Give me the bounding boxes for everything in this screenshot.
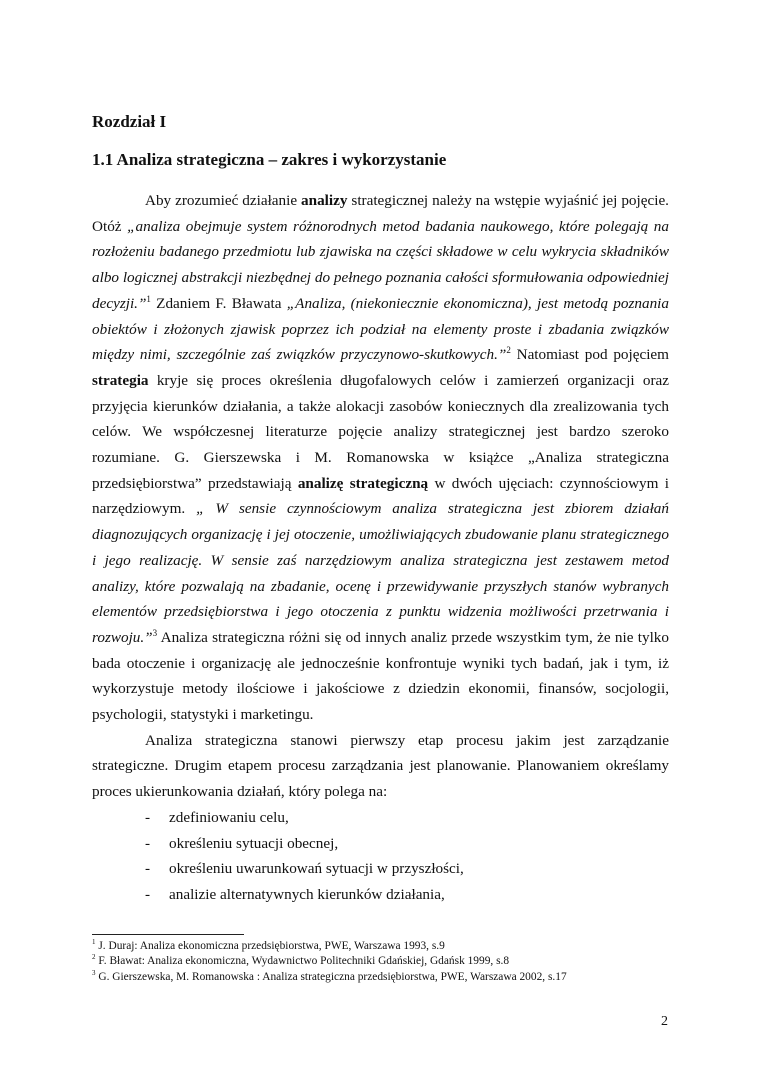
bold-term-analiza-strategiczna: analizę strategiczną bbox=[297, 474, 429, 492]
text-run: w dwóch ujęciach: czynnościowym i narzędziowym. bbox=[92, 474, 669, 518]
text-run: Zdaniem F. Bławata bbox=[150, 294, 287, 312]
footnote-3 bbox=[92, 970, 692, 985]
footnote-ref-1: 1 bbox=[146, 293, 151, 304]
text-run: Analiza strategiczna różni się od innych analiz przede wszystkim tym, że nie tylko bada otoczenie i organizację ale jednocześnie konfrontuje wyniki tych badań, jak i tym, iż wykorzystuje metody ilościowe i jakościowe z dziedzin ekonomii, finansów, socjologii, psychologii, statystyki i marketingu. bbox=[92, 628, 669, 724]
footnote-1 bbox=[92, 939, 692, 954]
text-run: Aby zrozumieć działanie bbox=[145, 192, 302, 209]
paragraph-2: Analiza strategiczna stanowi pierwszy etap procesu jakim jest zarządzanie strategiczne. Drugim etapem procesu zarządzania jest planowanie. Planowaniem określamy proces ukierunkowania działań, który polega na: bbox=[92, 731, 669, 801]
footnote-text: F. Bławat: Analiza ekonomiczna, Wydawnictwo Politechniki Gdańskiej, Gdańsk 1999, s.8 bbox=[95, 955, 510, 968]
section-title: 1.1 Analiza strategiczna – zakres i wykorzystanie bbox=[92, 150, 447, 169]
quote-3: „ W sensie czynnościowym analiza strategiczna jest zbiorem działań diagnozujących organizację i jej otoczenie, umożliwiających zbudowanie planu strategicznego i jego realizację. W sensie zaś narzędziowym analiza strategiczna jest zestawem metod analizy, które pozwalają na zbadanie, ocenę i przewidywanie przyszłych stanów wybranych elementów przedsiębiorstwa i jego otoczenia z punktu widzenia możliwości przetrwania i rozwoju.” bbox=[92, 500, 669, 646]
bold-term-analizy: analizy bbox=[301, 192, 348, 209]
body-text bbox=[92, 188, 669, 908]
paragraph-1 bbox=[92, 188, 669, 728]
footnote-number: 1 bbox=[92, 938, 96, 947]
chapter-title: Rozdział I bbox=[92, 112, 167, 131]
list-item: - określeniu sytuacji obecnej, bbox=[92, 831, 669, 857]
text-run: Natomiast pod pojęciem bbox=[510, 346, 669, 364]
footnote-text: G. Gierszewska, M. Romanowska : Analiza strategiczna przedsiębiorstwa, PWE, Warszawa 2002, s.17 bbox=[95, 970, 567, 983]
footnote-separator bbox=[92, 934, 244, 935]
footnote-text: J. Duraj: Analiza ekonomiczna przedsiębiorstwa, PWE, Warszawa 1993, s.9 bbox=[95, 940, 445, 952]
text-run: kryje się proces określenia długofalowych celów i zamierzeń organizacji oraz przyjęcia kierunków działania, a także alokacji zasobów koniecznych dla zrealizowania tych celów. We współczesnej literaturze pojęcie analizy strategicznej jest bardzo szeroko rozumiane. G. Gierszewska i M. Romanowska w książce „Analiza strategiczna przedsiębiorstwa” przedstawiają bbox=[92, 371, 669, 492]
footnote-number: 3 bbox=[92, 968, 96, 977]
quote-2: „Analiza, (niekoniecznie ekonomiczna), jest metodą poznania obiektów i złożonych zjawisk poprzez ich podział na elementy proste i zbadania związków między nimi, szczególnie zaś związków przyczynowo-skutkowych.” bbox=[92, 294, 669, 364]
list-item: - określeniu uwarunkowań sytuacji w przyszłości, bbox=[92, 856, 669, 882]
quote-1: „analiza obejmuje system różnorodnych metod badania naukowego, które polegają na rozłożeniu badanego przedmiotu lub zjawiska na części składowe w celu wykrycia składników albo logicznej abstrakcji niezbędnej do pełnego poznania całości sformułowania odpowiedniej decyzji.” bbox=[92, 217, 669, 312]
page-number: 2 bbox=[661, 1014, 668, 1029]
footnote-2 bbox=[92, 954, 692, 969]
list-item: - zdefiniowaniu celu, bbox=[92, 805, 669, 831]
bullet-list bbox=[92, 805, 669, 908]
footnotes bbox=[92, 939, 692, 985]
footnote-ref-2: 2 bbox=[506, 345, 511, 356]
footnote-number: 2 bbox=[92, 953, 96, 962]
footnote-ref-3: 3 bbox=[152, 627, 158, 638]
list-item: - analizie alternatywnych kierunków działania, bbox=[92, 882, 669, 908]
bold-term-strategia: strategia bbox=[92, 371, 149, 389]
text-run: strategicznej należy na wstępie wyjaśnić jej pojęcie. Otóż bbox=[92, 192, 669, 235]
